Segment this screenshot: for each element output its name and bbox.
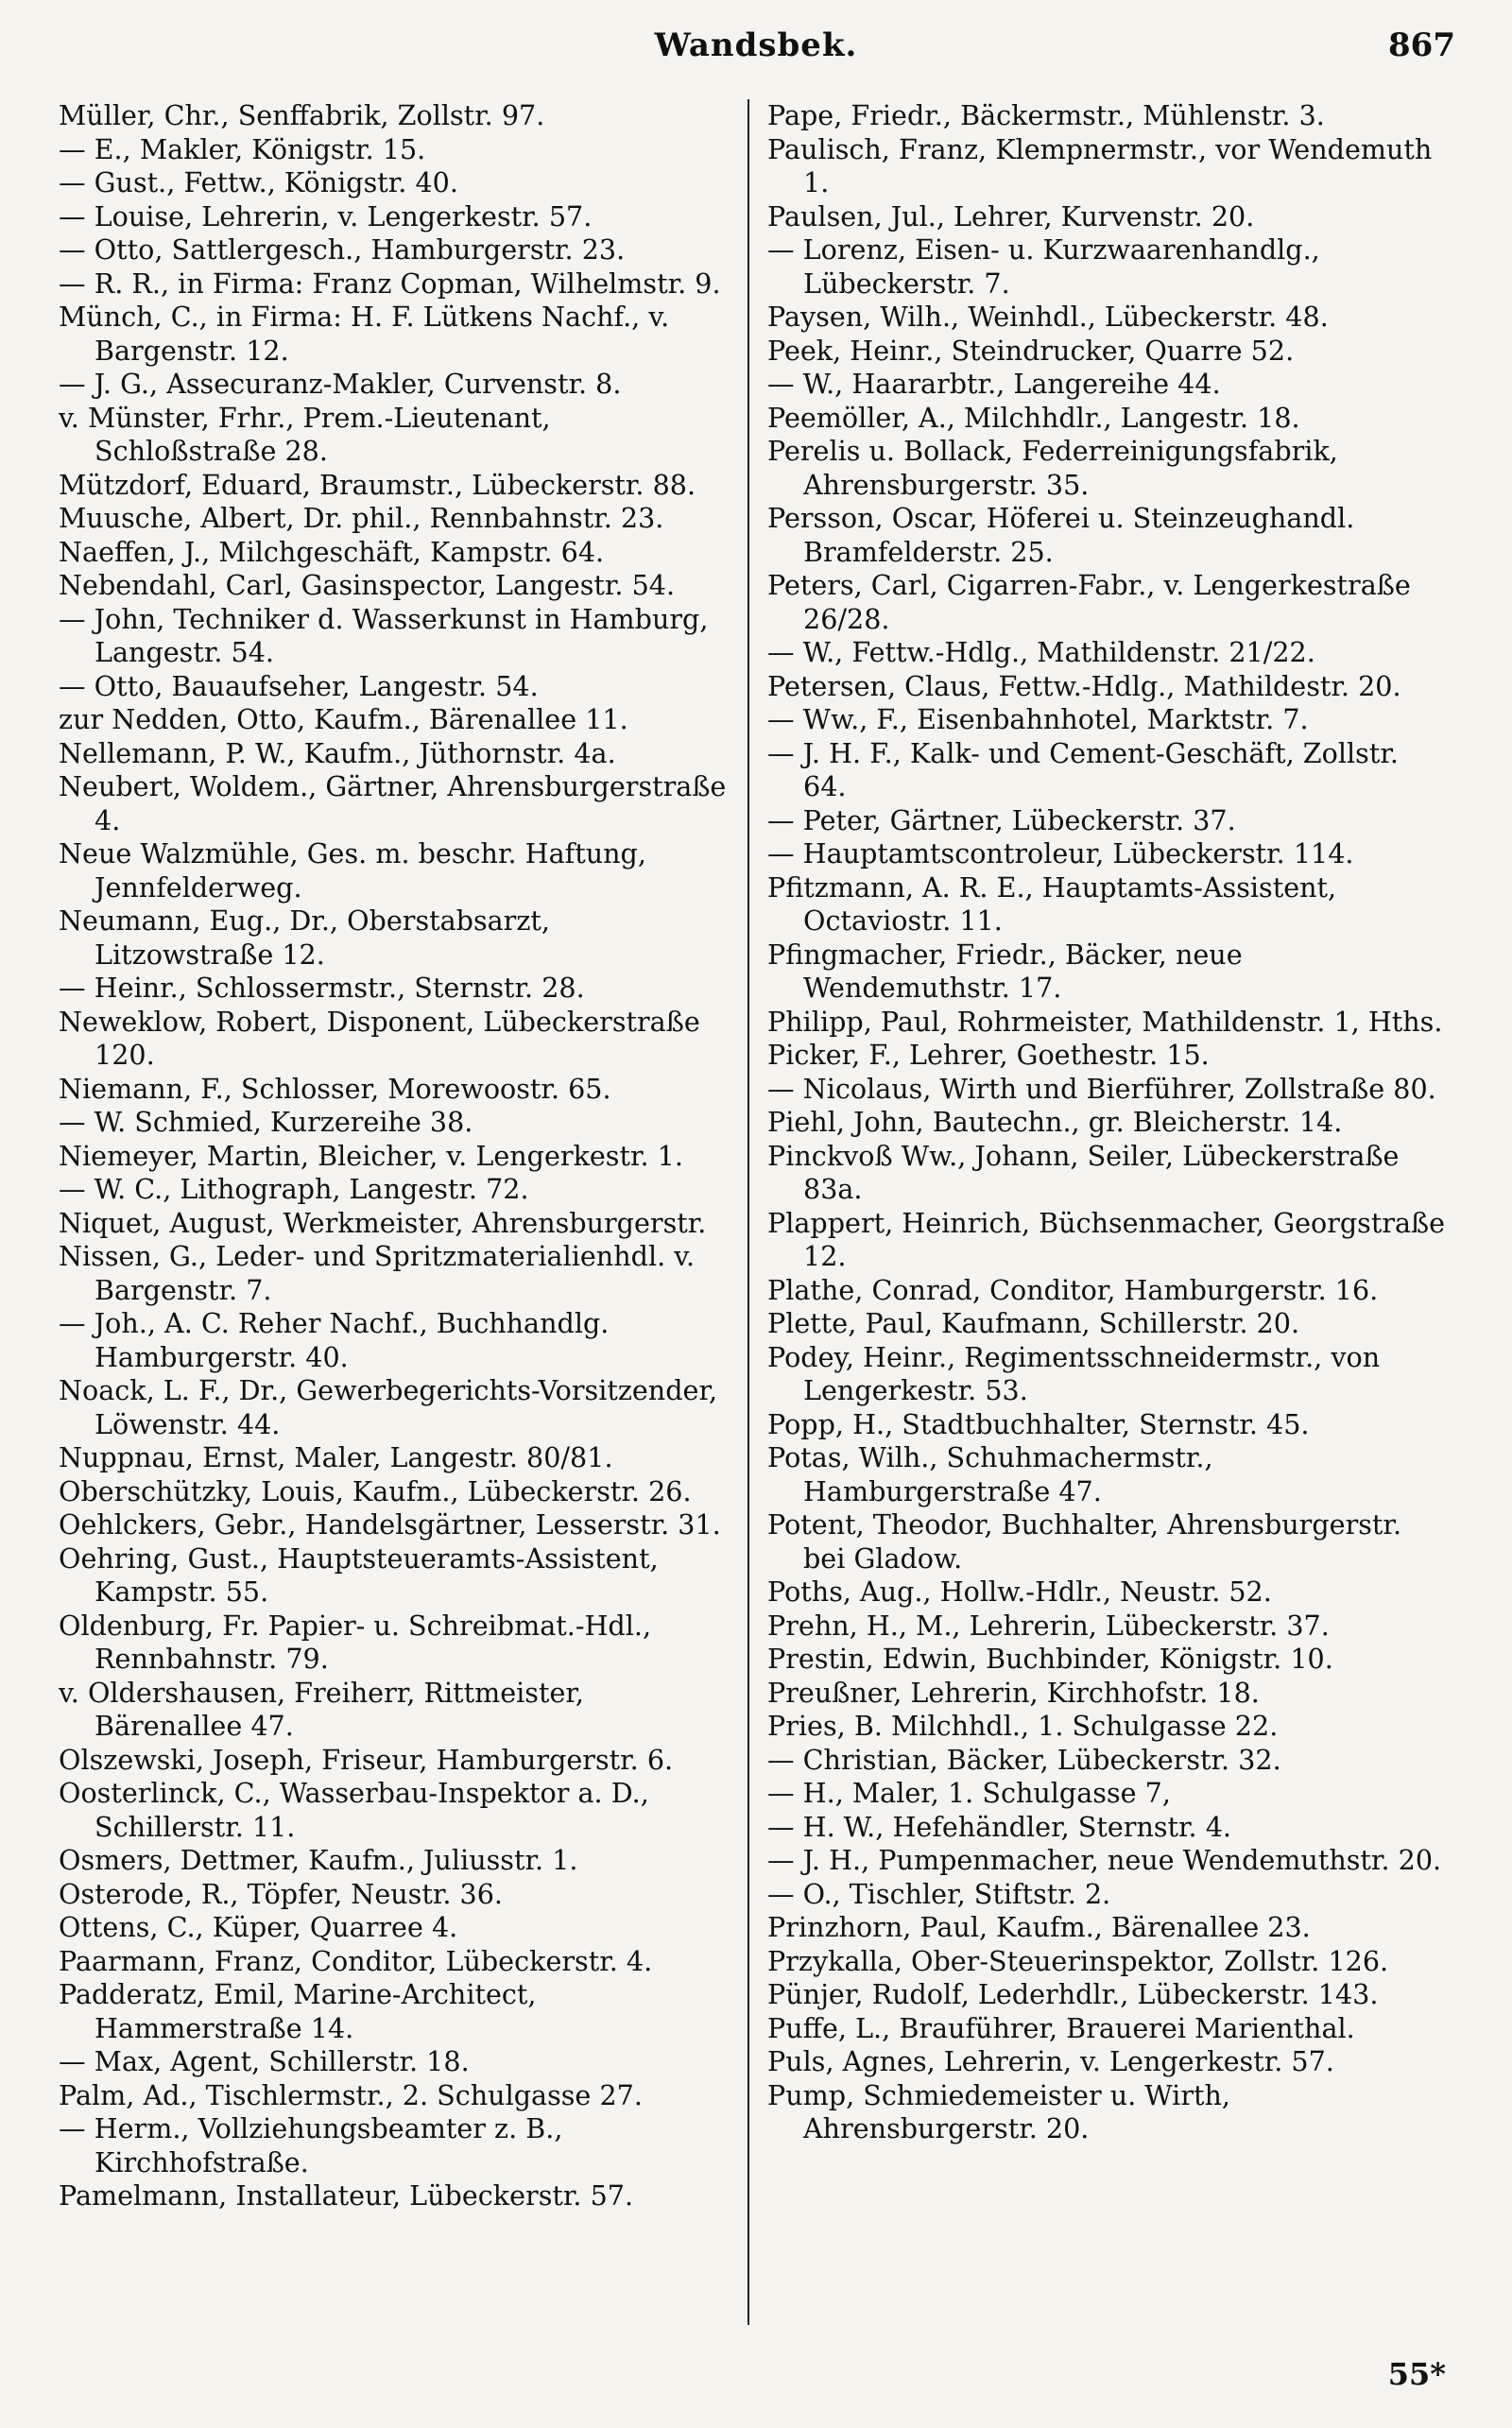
directory-entry: Perelis u. Bollack, Federreinigungsfabrik, Ahrensburgerstr. 35. [767, 435, 1338, 501]
directory-entry: Preußner, Lehrerin, Kirchhofstr. 18. [767, 1676, 1260, 1709]
directory-entry: Pfitzmann, A. R. E., Hauptamts-Assistent, Octaviostr. 11. [767, 870, 1337, 937]
directory-entry: — Louise, Lehrerin, v. Lengerkestr. 57. [59, 199, 593, 232]
directory-entry: Peters, Carl, Cigarren-Fabr., v. Lengerkestraße 26/28. [767, 569, 1411, 635]
directory-entry: Peek, Heinr., Steindrucker, Quarre 52. [767, 334, 1295, 367]
directory-entry: Plappert, Heinrich, Büchsenmacher, Georgstraße 12. [767, 1206, 1446, 1272]
directory-entry: Niquet, August, Werkmeister, Ahrensburgerstr. [59, 1206, 707, 1239]
directory-entry: Plette, Paul, Kaufmann, Schillerstr. 20. [767, 1307, 1300, 1339]
directory-entry: Oberschützky, Louis, Kaufm., Lübeckerstr. 26. [59, 1474, 692, 1507]
directory-entry: Picker, F., Lehrer, Goethestr. 15. [767, 1039, 1210, 1071]
directory-entry: — Joh., A. C. Reher Nachf., Buchhandlg. Hamburgerstr. 40. [59, 1307, 610, 1373]
directory-entry: — Gust., Fettw., Königstr. 40. [59, 166, 458, 198]
directory-entry: Nellemann, P. W., Kaufm., Jüthornstr. 4a. [59, 736, 616, 769]
directory-entry: — J. H. F., Kalk- und Cement-Geschäft, Zollstr. 64. [767, 736, 1399, 802]
page-title: Wandsbek. [654, 26, 858, 64]
directory-entry: Padderatz, Emil, Marine-Architect, Hammerstraße 14. [59, 1978, 537, 2044]
directory-entry: — W. C., Lithograph, Langestr. 72. [59, 1173, 529, 1205]
directory-entry: Popp, H., Stadtbuchhalter, Sternstr. 45. [767, 1407, 1310, 1440]
directory-entry: — John, Techniker d. Wasserkunst in Hamburg, Langestr. 54. [59, 602, 709, 668]
directory-entry: Osmers, Dettmer, Kaufm., Juliusstr. 1. [59, 1844, 578, 1876]
directory-entry: v. Oldershausen, Freiherr, Rittmeister, Bärenallee 47. [59, 1676, 584, 1742]
left-column [59, 99, 737, 2213]
directory-entry: Nuppnau, Ernst, Maler, Langestr. 80/81. [59, 1441, 613, 1473]
directory-entry: Puffe, L., Brauführer, Brauerei Marienthal. [767, 2011, 1355, 2044]
directory-entry: Philipp, Paul, Rohrmeister, Mathildenstr. 1, Hths. [767, 1005, 1443, 1038]
directory-entry: — Otto, Bauaufseher, Langestr. 54. [59, 669, 539, 702]
directory-entry: Piehl, John, Bautechn., gr. Bleicherstr. 14. [767, 1106, 1343, 1138]
directory-entry: Oldenburg, Fr. Papier- u. Schreibmat.-Hdl., Rennbahnstr. 79. [59, 1609, 652, 1675]
directory-entry: Neubert, Woldem., Gärtner, Ahrensburgerstraße 4. [59, 770, 727, 836]
directory-entry: Peemöller, A., Milchhdlr., Langestr. 18. [767, 401, 1300, 434]
directory-entry: Oosterlinck, C., Wasserbau-Inspektor a. D., Schillerstr. 11. [59, 1777, 649, 1843]
directory-entry: — Heinr., Schlossermstr., Sternstr. 28. [59, 972, 585, 1004]
directory-entry: — Christian, Bäcker, Lübeckerstr. 32. [767, 1743, 1281, 1776]
directory-entry: — Max, Agent, Schillerstr. 18. [59, 2045, 470, 2077]
page-header [57, 26, 1455, 83]
directory-entry: Mützdorf, Eduard, Braumstr., Lübeckerstr. 88. [59, 468, 696, 501]
directory-entry: — Otto, Sattlergesch., Hamburgerstr. 23. [59, 233, 626, 266]
directory-entry: Pamelmann, Installateur, Lübeckerstr. 57. [59, 2179, 634, 2212]
directory-entry: Neweklow, Robert, Disponent, Lübeckerstraße 120. [59, 1005, 700, 1071]
directory-entry: Müller, Chr., Senffabrik, Zollstr. 97. [59, 99, 545, 131]
directory-entry: Poths, Aug., Hollw.-Hdlr., Neustr. 52. [767, 1576, 1272, 1608]
directory-entry: Prehn, H., M., Lehrerin, Lübeckerstr. 37. [767, 1609, 1330, 1642]
directory-entry: — H. W., Hefehändler, Sternstr. 4. [767, 1810, 1232, 1843]
directory-entry: — Nicolaus, Wirth und Bierführer, Zollstraße 80. [767, 1072, 1436, 1105]
directory-entry: Prinzhorn, Paul, Kaufm., Bärenallee 23. [767, 1911, 1311, 1943]
directory-entry: Naeffen, J., Milchgeschäft, Kampstr. 64. [59, 535, 605, 568]
directory-entry: Muusche, Albert, Dr. phil., Rennbahnstr. 23. [59, 502, 664, 534]
directory-entry: — J. G., Assecuranz-Makler, Curvenstr. 8. [59, 368, 622, 400]
directory-entry: Paulsen, Jul., Lehrer, Kurvenstr. 20. [767, 199, 1255, 232]
directory-entry: — Herm., Vollziehungsbeamter z. B., Kirchhofstraße. [59, 2112, 563, 2178]
page-number: 867 [1388, 26, 1455, 64]
directory-entry: Pinckvoß Ww., Johann, Seiler, Lübeckerstraße 83a. [767, 1139, 1400, 1205]
sheet-signature: 55* [1387, 2356, 1446, 2392]
directory-entry: Niemeyer, Martin, Bleicher, v. Lengerkestr. 1. [59, 1139, 683, 1172]
directory-entry: Oehring, Gust., Hauptsteueramts-Assistent, Kampstr. 55. [59, 1541, 659, 1608]
directory-entry: v. Münster, Frhr., Prem.-Lieutenant, Schloßstraße 28. [59, 401, 551, 467]
directory-entry: Paulisch, Franz, Klempnermstr., vor Wendemuth 1. [767, 132, 1433, 198]
right-column [767, 99, 1446, 2146]
directory-entry: Przykalla, Ober-Steuerinspektor, Zollstr. 126. [767, 1944, 1389, 1977]
directory-entry: — Peter, Gärtner, Lübeckerstr. 37. [767, 803, 1236, 836]
directory-entry: Podey, Heinr., Regimentsschneidermstr., von Lengerkestr. 53. [767, 1340, 1381, 1406]
directory-entry: — Ww., F., Eisenbahnhotel, Marktstr. 7. [767, 703, 1309, 735]
directory-entry: Potas, Wilh., Schuhmachermstr., Hamburgerstraße 47. [767, 1441, 1213, 1507]
columns [59, 99, 1453, 2311]
directory-entry: Persson, Oscar, Höferei u. Steinzeughandl. Bramfelderstr. 25. [767, 502, 1355, 568]
directory-entry: Petersen, Claus, Fettw.-Hdlg., Mathildestr. 20. [767, 669, 1401, 702]
directory-entry: Pfingmacher, Friedr., Bäcker, neue Wendemuthstr. 17. [767, 938, 1243, 1004]
directory-entry: — Hauptamtscontroleur, Lübeckerstr. 114. [767, 837, 1354, 870]
directory-entry: — W., Fettw.-Hdlg., Mathildenstr. 21/22. [767, 636, 1315, 668]
directory-entry: Osterode, R., Töpfer, Neustr. 36. [59, 1877, 504, 1910]
directory-entry: — J. H., Pumpenmacher, neue Wendemuthstr. 20. [767, 1844, 1442, 1876]
directory-entry: Oehlckers, Gebr., Handelsgärtner, Lesserstr. 31. [59, 1508, 721, 1541]
directory-entry: — R. R., in Firma: Franz Copman, Wilhelmstr. 9. [59, 267, 721, 300]
column-divider [747, 99, 749, 2325]
directory-entry: Pape, Friedr., Bäckermstr., Mühlenstr. 3. [767, 99, 1325, 131]
directory-entry: Potent, Theodor, Buchhalter, Ahrensburgerstr. bei Gladow. [767, 1508, 1402, 1575]
directory-entry: — O., Tischler, Stiftstr. 2. [767, 1877, 1111, 1910]
directory-entry: Ottens, C., Küper, Quarree 4. [59, 1911, 458, 1943]
directory-entry: — H., Maler, 1. Schulgasse 7, [767, 1777, 1171, 1809]
directory-entry: Nebendahl, Carl, Gasinspector, Langestr. 54. [59, 569, 676, 601]
directory-entry: Neue Walzmühle, Ges. m. beschr. Haftung, Jennfelderweg. [59, 837, 646, 904]
directory-entry: Pünjer, Rudolf, Lederhdlr., Lübeckerstr. 143. [767, 1978, 1379, 2010]
directory-entry: Paysen, Wilh., Weinhdl., Lübeckerstr. 48. [767, 301, 1329, 333]
directory-entry: Nissen, G., Leder- und Spritzmaterialienhdl. v. Bargenstr. 7. [59, 1240, 696, 1306]
directory-entry: Pries, B. Milchhdl., 1. Schulgasse 22. [767, 1710, 1279, 1742]
directory-entry: Plathe, Conrad, Conditor, Hamburgerstr. 16. [767, 1273, 1379, 1306]
directory-entry: Münch, C., in Firma: H. F. Lütkens Nachf., v. Bargenstr. 12. [59, 301, 670, 367]
directory-entry: zur Nedden, Otto, Kaufm., Bärenallee 11. [59, 703, 628, 735]
directory-entry: Noack, L. F., Dr., Gewerbegerichts-Vorsitzender, Löwenstr. 44. [59, 1374, 718, 1440]
directory-entry: Olszewski, Joseph, Friseur, Hamburgerstr. 6. [59, 1743, 674, 1776]
directory-entry: Puls, Agnes, Lehrerin, v. Lengerkestr. 57. [767, 2045, 1334, 2077]
directory-entry: Paarmann, Franz, Conditor, Lübeckerstr. 4. [59, 1944, 653, 1977]
directory-entry: — W. Schmied, Kurzereihe 38. [59, 1106, 473, 1138]
directory-entry: — Lorenz, Eisen- u. Kurzwaarenhandlg., Lübeckerstr. 7. [767, 233, 1320, 300]
directory-entry: Niemann, F., Schlosser, Morewoostr. 65. [59, 1072, 611, 1105]
directory-entry: — W., Haararbtr., Langereihe 44. [767, 368, 1221, 400]
directory-entry: — E., Makler, Königstr. 15. [59, 132, 426, 165]
directory-entry: Palm, Ad., Tischlermstr., 2. Schulgasse 27. [59, 2078, 643, 2111]
directory-entry: Pump, Schmiedemeister u. Wirth, Ahrensburgerstr. 20. [767, 2078, 1230, 2144]
directory-entry: Prestin, Edwin, Buchbinder, Königstr. 10. [767, 1643, 1333, 1675]
directory-entry: Neumann, Eug., Dr., Oberstabsarzt, Litzowstraße 12. [59, 904, 550, 971]
